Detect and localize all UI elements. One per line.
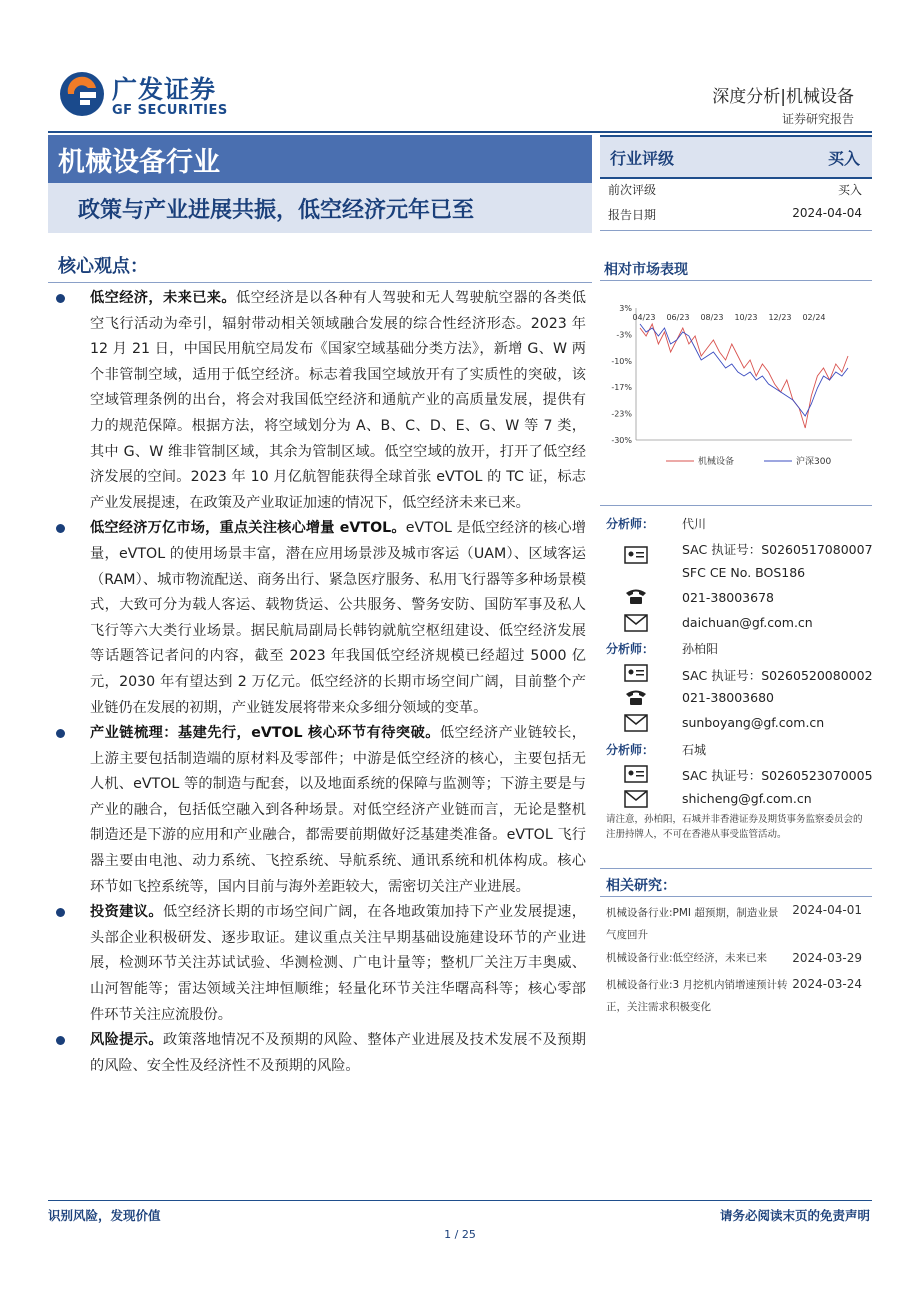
related-section-title: 相关研究： — [606, 878, 676, 894]
x-tick-label: 02/24 — [802, 313, 826, 322]
related-item-title[interactable]: 机械设备行业:PMI 超预期，制造业景气度回升 — [606, 907, 779, 941]
x-tick-label: 12/23 — [768, 313, 792, 322]
id-card-icon — [624, 664, 648, 682]
related-item-title[interactable]: 机械设备行业:低空经济，未来已来 — [606, 952, 768, 964]
y-tick-label: -30% — [611, 436, 632, 445]
rating-value: 买入 — [827, 149, 860, 168]
bullet-lead: 投资建议。 — [90, 904, 163, 921]
bullet-dot-icon — [56, 729, 65, 738]
related-item-date: 2024-03-24 — [792, 977, 862, 991]
chart-legend — [666, 455, 831, 467]
x-tick-label: 06/23 — [666, 313, 690, 322]
bullet-lead: 低空经济，未来已来。 — [90, 290, 236, 306]
document-subtype: 证券研究报告 — [781, 112, 854, 126]
core-view-list — [56, 286, 586, 1079]
logo-text-en: GF SECURITIES — [112, 103, 228, 118]
chart-series — [640, 324, 848, 428]
bullet-text: 低空经济产业链较长，上游主要包括制造端的原材料及零部件；中游是低空经济的核心，主要包括无人机、eVTOL 等的制造与配套，以及地面系统的保障与监测等；下游主要是与产业的融合，包括低空融入到各种场景。对低空经济产业链而言，无论是整机制造还是下游的应用和产业融合，都需要前期做好泛基建类准备。eVTOL 飞行器主要由电池、动力系统、飞控系统、导航系统、通讯系统和机体构成。核心环节如飞控系统等，国内目前与海外差距较大，需密切关注产业进展。 — [90, 725, 586, 895]
chart-plot-area — [636, 308, 852, 440]
rating-divider — [600, 230, 872, 231]
analyst-sac: SAC 执证号：S0260517080007 — [682, 542, 873, 557]
core-bullet — [56, 516, 586, 721]
relative-performance-chart — [606, 294, 866, 472]
y-tick-label: 3% — [619, 304, 632, 313]
analyst-label: 分析师： — [606, 642, 655, 656]
bullet-lead: 低空经济万亿市场，重点关注核心增量 eVTOL。 — [90, 520, 406, 537]
industry-title: 机械设备行业 — [58, 147, 220, 178]
phone-icon — [624, 587, 648, 605]
id-card-icon — [624, 765, 648, 783]
y-tick-label: -3% — [616, 330, 632, 340]
related-divider — [600, 896, 872, 897]
bullet-text: 低空经济是以各种有人驾驶和无人驾驶航空器的各类低空飞行活动为牵引，辐射带动相关领域融合发展的综合性经济形态。2023 年 12 月 21 日，中国民用航空局发布《国家空域基础分类方法》，新增 G、W 两个非管制空域，适用于低空经济。标志着我国空域放开有了实质性的突破，该空域管理条例的出台，将会对我国低空经济和通航产业的高质量发展，提供有力的规范保障。根据方法，将空域划分为 A、B、C、D、E、G、W 等 7 类，其中 G、W 维非管制区域，其余为管制区域。低空空域的放开，打开了低空经济发展的空间。2023 年 10 月亿航智能获得全球首张 eVTOL 的 TC 证，标志产业发展提速，在政策及产业取证加速的情况下，低空经济未来已来。 — [90, 290, 586, 511]
prev-rating-label: 前次评级 — [608, 183, 657, 197]
analyst-email[interactable]: shicheng@gf.com.cn — [682, 791, 812, 806]
x-tick-label: 04/23 — [632, 313, 656, 322]
market-section-title: 相对市场表现 — [604, 262, 688, 278]
logo-text-cn: 广发证券 — [112, 75, 217, 104]
analyst-divider — [600, 505, 872, 506]
analyst-name: 孙柏阳 — [682, 642, 719, 656]
related-item-date: 2024-04-01 — [792, 903, 862, 917]
core-bullet — [56, 1028, 586, 1079]
prev-rating-value: 买入 — [837, 183, 862, 197]
analyst-email[interactable]: daichuan@gf.com.cn — [682, 615, 813, 630]
y-tick-label: -17% — [611, 383, 632, 393]
id-card-icon — [624, 546, 648, 564]
core-bullet — [56, 900, 586, 1028]
analyst-license-note: 请注意，孙柏阳，石城并非香港证券及期货事务监察委员会的注册持牌人，不可在香港从事受监管活动。 — [606, 814, 863, 840]
report-headline: 政策与产业进展共振，低空经济元年已至 — [78, 198, 475, 223]
bullet-text: 低空经济长期的市场空间广阔，在各地政策加持下产业发展提速，头部企业积极研发、逐步取证。建议重点关注早期基础设施建设环节的产业进展，检测环节关注苏试试验、华测检测、广电计量等；整机厂关注万丰奥威、山河智能等；雷达领域关注坤恒顺维；轻量化环节关注华曙高科等；核心零部件环节关注应流股份。 — [90, 904, 586, 1023]
phone-icon — [624, 688, 648, 706]
report-date-label: 报告日期 — [608, 208, 657, 222]
legend-label: 机械设备 — [698, 457, 735, 467]
bullet-dot-icon — [56, 524, 65, 533]
analyst-sac: SAC 执证号：S0260523070005 — [682, 768, 873, 783]
analyst-phone: 021-38003678 — [682, 590, 774, 605]
x-tick-label: 08/23 — [700, 313, 724, 322]
core-view-title: 核心观点： — [58, 256, 148, 277]
analyst-phone: 021-38003680 — [682, 690, 774, 705]
bullet-lead: 风险提示。 — [90, 1032, 163, 1049]
report-date-value: 2024-04-04 — [792, 206, 862, 220]
bullet-text: 政策落地情况不及预期的风险、整体产业进展及技术发展不及预期的风险、安全性及经济性不及预期的风险。 — [90, 1032, 586, 1074]
related-item-title[interactable]: 机械设备行业:3 月挖机内销增速预计转正，关注需求积极变化 — [606, 979, 788, 1013]
series-line — [640, 324, 848, 416]
bullet-dot-icon — [56, 294, 65, 303]
analyst-sfc: SFC CE No. BOS186 — [682, 565, 806, 580]
bullet-text: eVTOL 是低空经济的核心增量，eVTOL 的使用场景丰富，潜在应用场景涉及城市客运（UAM）、区域客运（RAM）、城市物流配送、商务出行、紧急医疗服务、私用飞行器等多种场景模式，大致可分为载人客运、载物货运、公共服务、警务安防、国防军事及私人飞行等六大类行业场景。据民航局副局长韩钧就航空枢纽建设、低空经济发展等话题答记者问的内容，截至 2023 年我国低空经济规模已经超过 5000 亿元，2030 年有望达到 2 万亿元。低空经济的长期市场空间广阔，目前整个产业链仍在发展的初期，产业链发展将带来众多细分领域的变革。 — [90, 520, 586, 716]
market-divider — [600, 280, 872, 281]
email-icon — [624, 790, 648, 808]
x-axis-ticks — [632, 313, 825, 322]
footer-slogan: 识别风险，发现价值 — [48, 1208, 161, 1223]
related-item-date: 2024-03-29 — [792, 951, 862, 965]
rating-box — [600, 135, 872, 179]
analyst-label: 分析师： — [606, 743, 655, 757]
rating-label: 行业评级 — [610, 149, 675, 168]
y-axis-ticks — [611, 304, 632, 445]
analyst-name: 石城 — [682, 743, 707, 757]
footer-disclaimer-link[interactable]: 请务必阅读末页的免责声明 — [719, 1208, 870, 1223]
gf-logo-icon — [58, 70, 106, 118]
x-tick-label: 10/23 — [734, 313, 758, 322]
y-tick-label: -23% — [611, 409, 632, 419]
footer-divider — [48, 1200, 872, 1201]
bullet-dot-icon — [56, 1036, 65, 1045]
core-bullet — [56, 721, 586, 900]
email-icon — [624, 614, 648, 632]
page-number: 1 / 25 — [444, 1228, 476, 1241]
y-tick-label: -10% — [611, 356, 632, 366]
company-logo — [58, 70, 248, 120]
related-divider-top — [600, 868, 872, 869]
analyst-label: 分析师： — [606, 517, 655, 531]
bullet-dot-icon — [56, 908, 65, 917]
analyst-name: 代川 — [682, 517, 707, 531]
core-view-divider — [48, 282, 592, 283]
bullet-lead: 产业链梳理：基建先行，eVTOL 核心环节有待突破。 — [90, 725, 440, 742]
legend-label: 沪深300 — [796, 457, 832, 467]
core-bullet — [56, 286, 586, 516]
analyst-email[interactable]: sunboyang@gf.com.cn — [682, 715, 825, 730]
analyst-sac: SAC 执证号：S0260520080002 — [682, 668, 873, 683]
document-type: 深度分析|机械设备 — [712, 87, 854, 107]
header-divider — [48, 131, 872, 133]
email-icon — [624, 714, 648, 732]
